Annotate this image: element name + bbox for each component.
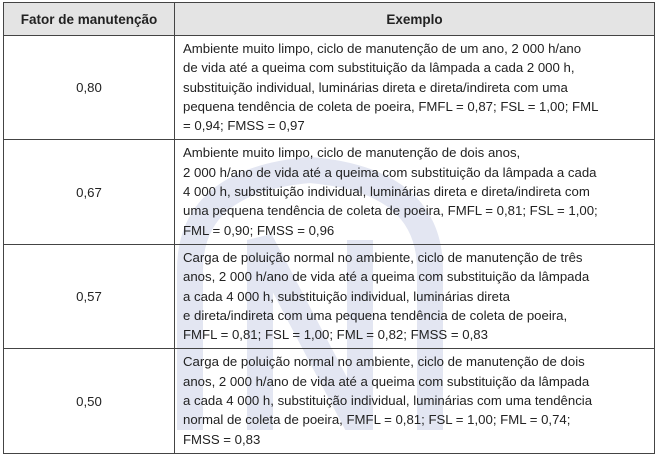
example-line: 4 000 h, substituição individual, luminárias direta e direta/indireta com [183, 184, 590, 200]
table-row [4, 244, 655, 348]
factor-cell: 0,80 [4, 36, 175, 140]
example-line: anos, 2 000 h/ano de vida até a queima com substituição da lâmpada [183, 269, 590, 285]
factor-cell: 0,50 [4, 349, 175, 453]
example-line: Ambiente muito limpo, ciclo de manutenção de um ano, 2 000 h/ano [183, 41, 582, 56]
example-line: 2 000 h/ano de vida até a queima com substituição da lâmpada a cada [183, 164, 597, 180]
example-line: anos, 2 000 h/ano de vida até a queima com substituição da lâmpada [183, 373, 590, 389]
table-row [4, 349, 655, 453]
example-cell [175, 140, 655, 244]
example-line: FML = 0,90; FMSS = 0,96 [183, 222, 335, 238]
example-cell [175, 244, 655, 348]
table-row [4, 36, 655, 140]
factor-cell: 0,57 [4, 244, 175, 348]
table-row [4, 140, 655, 244]
example-line: uma pequena tendência de coleta de poeira, FMFL = 0,81; FSL = 1,00; [183, 203, 598, 219]
example-line: FMFL = 0,81; FSL = 1,00; FML = 0,82; FMSS = 0,83 [183, 327, 488, 343]
example-line: pequena tendência de coleta de poeira, FMFL = 0,87; FSL = 1,00; FML [183, 98, 599, 114]
example-line: Carga de poluição normal no ambiente, ciclo de manutenção de dois [183, 354, 585, 370]
example-cell [175, 349, 655, 453]
example-line: FMSS = 0,83 [183, 431, 261, 447]
example-line: Carga de poluição normal no ambiente, ciclo de manutenção de três [183, 249, 583, 265]
example-cell [175, 36, 655, 140]
table-header-row [4, 3, 655, 36]
factor-cell: 0,67 [4, 140, 175, 244]
maintenance-factor-table [3, 2, 655, 454]
example-line: a cada 4 000 h, substituição individual, luminárias com uma tendência [183, 393, 593, 409]
example-line: Ambiente muito limpo, ciclo de manutenção de dois anos, [183, 145, 521, 161]
example-line: normal de coleta de poeira, FMFL = 0,81; FSL = 1,00; FML = 0,74; [183, 412, 571, 428]
header-example: Exemplo [175, 3, 655, 36]
example-line: a cada 4 000 h, substituição individual, luminárias direta [183, 288, 510, 304]
header-maintenance-factor: Fator de manutenção [4, 3, 175, 36]
example-line: de vida até a queima com substituição da lâmpada a cada 2 000 h, [183, 60, 575, 76]
example-line: substituição individual, luminárias direta e direta/indireta com uma [183, 79, 568, 95]
example-line: = 0,94; FMSS = 0,97 [183, 118, 305, 134]
example-line: e direta/indireta com uma pequena tendência de coleta de poeira, [183, 307, 568, 323]
